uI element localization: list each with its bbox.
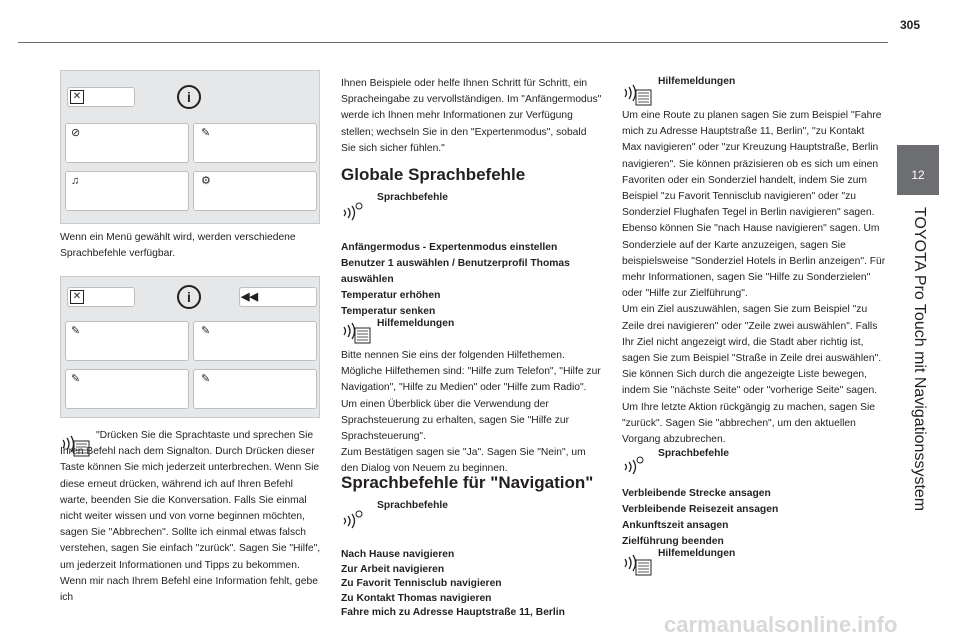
cell-c xyxy=(65,171,189,211)
command-4: Temperatur senken xyxy=(341,306,436,317)
edit-icon: ✎ xyxy=(201,325,211,337)
label-help: Hilfemeldungen xyxy=(658,76,736,87)
commands-row xyxy=(341,192,603,226)
label-commands: Sprachbefehle xyxy=(658,448,729,460)
mid-intro xyxy=(341,76,603,157)
nav-command-4: Zu Kontakt Thomas navigieren xyxy=(341,592,492,604)
cell-g xyxy=(65,369,189,409)
nav-command-2: Zur Arbeit navigieren xyxy=(341,563,445,575)
rewind-icon: ◀◀ xyxy=(241,291,258,303)
intro-text: Ihnen Beispiele oder helfe Ihnen Schritt für Schritt, ein Spracheingabe zu vervollständigen. Im "Anfängermodus" werde ich Ihnen mehr Informationen zur Verfügung stellen; wechseln Sie in den "Expertenmodus", sobald Sie sich sicher fühlen." xyxy=(341,78,602,154)
global-section xyxy=(341,164,603,478)
edit-icon: ✎ xyxy=(201,127,211,139)
help-row xyxy=(622,548,886,576)
screen-panel-2 xyxy=(60,276,320,418)
global-help-text: Bitte nennen Sie eins der folgenden Hilfethemen. Mögliche Hilfethemen sind: "Hilfe zum Telefon", "Hilfe zur Navigation", "Hilfe zu Medien" oder "Hilfe zum Radio". Um einen Überblick über die Verwendung der Sprachsteuerung zu erhalten, sagen Sie "Hilfe zur Sprachsteuerung". Zum Bestätigen sagen sie "Ja". Sagen Sie "Nein", um den Dialog von Neuem zu beginnen. xyxy=(341,350,601,475)
right-column xyxy=(622,76,886,576)
section-heading: Globale Sprachbefehle xyxy=(341,165,526,184)
mute-icon: ⊘ xyxy=(71,127,81,139)
edit-icon: ✎ xyxy=(71,325,81,337)
voice-icon xyxy=(341,200,365,222)
voice-intro-text: "Drücken Sie die Sprachtaste und sprechen Sie Ihren Befehl nach dem Signalton. Durch Drücken dieser Taste können Sie mich jederzeit unterbrechen. Wenn Sie diese erneut drücken, während ich auf Ihren Befehl warte, beenden Sie die Konversation. Falls Sie einmal nicht weiter wissen und von vorne beginnen möchten, sagen Sie "Abbrechen". Sollte ich einmal etwas falsch verstehen, sagen Sie einfach "zurück". Sagen Sie "Hilfe", um jederzeit Informationen und Tipps zu bekommen. Wenn mir nach Ihrem Befehl eine Information fehlt, gebe ich xyxy=(60,430,321,604)
nav-help-text: Um eine Route zu planen sagen Sie zum Beispiel "Fahre mich zu Adresse Hauptstraße 11, Berlin", "zu Kontakt Max navigieren" oder "zur Kreuzung Hauptstraße, Berlin navigieren". Sie können präzisieren ob es sich um einen Favoriten oder ein Sonderziel handelt, indem Sie zum Beispiel "zu Favorit Tennisclub navigieren" oder "zu Sonderziel Flughafen Tegel in Berlin navigieren" sagen. Ebenso können Sie "nach Hause navigieren" sagen. Um Sonderziele auf der Karte anzuzeigen, sagen Sie beispielsweise "Sonderziel Hotels in Berlin anzeigen". Für mehr Informationen, sagen Sie "Hilfe zu Sonderzielen" oder "Hilfe zur Zielführung". Um ein Ziel auszuwählen, sagen Sie zum Beispiel "zu Zeile drei navigieren" oder "Zeile zwei auswählen". Falls Ihr Ziel nicht angezeigt wird, die Stadt aber richtig ist, sagen Sie zum Beispiel "Straße in Zeile drei auswählen". Sie können Sich durch die angezeigte Liste bewegen, indem Sie "nächste Seite" oder "vorherige Seite" sagen. Um Ihre letzte Aktion rückgängig zu machen, sagen Sie "zurück". Sagen Sie "abbrechen", um den aktuellen Vorgang abzubrechen. xyxy=(622,110,886,446)
route-command-2: Verbleibende Reisezeit ansagen xyxy=(622,504,779,516)
nav-section xyxy=(341,472,611,621)
voice-help-icon xyxy=(341,318,373,344)
cell-f xyxy=(193,321,317,361)
info-icon: i xyxy=(177,285,201,309)
section-heading: Sprachbefehle für "Navigation" xyxy=(341,473,594,492)
cell-d xyxy=(193,171,317,211)
route-command-1: Verbleibende Strecke ansagen xyxy=(622,488,771,500)
nav-command-5: Fahre mich zu Adresse Hauptstraße 11, Berlin xyxy=(341,607,565,618)
label-commands: Sprachbefehle xyxy=(377,192,448,203)
label-help: Hilfemeldungen xyxy=(377,318,455,329)
music-note-icon: ♫ xyxy=(71,175,80,187)
cell-a xyxy=(65,123,189,163)
route-command-3: Ankunftszeit ansagen xyxy=(622,520,729,532)
nav-command-3: Zu Favorit Tennisclub navigieren xyxy=(341,578,502,589)
voice-icon xyxy=(622,454,646,476)
edit-icon: ✎ xyxy=(201,373,211,385)
settings-icon: ⚙ xyxy=(201,175,211,187)
info-icon: i xyxy=(177,85,201,109)
edit-icon: ✎ xyxy=(71,373,81,385)
commands-row xyxy=(622,448,886,478)
nav-commands xyxy=(341,548,611,621)
cancel-x-icon: ✕ xyxy=(70,90,84,104)
watermark: carmanualsonline.info xyxy=(664,612,898,637)
cancel-x-icon: ✕ xyxy=(70,290,84,304)
cell-b xyxy=(193,123,317,163)
voice-help-icon xyxy=(622,80,654,106)
screen-panel-1 xyxy=(60,70,320,224)
label-help: Hilfemeldungen xyxy=(658,548,736,560)
command-3: Temperatur erhöhen xyxy=(341,290,441,301)
chapter-tab: 12 xyxy=(897,145,939,195)
help-row xyxy=(341,318,603,346)
cell-e xyxy=(65,321,189,361)
side-title: TOYOTA Pro Touch mit Navigationssystem xyxy=(911,207,928,512)
page-number: 305 xyxy=(899,18,920,32)
menu-caption: Wenn ein Menü gewählt wird, werden verschiedene Sprachbefehle verfügbar. xyxy=(60,232,296,260)
voice-icon xyxy=(341,508,365,530)
help-row xyxy=(622,76,886,106)
commands-row xyxy=(341,500,611,534)
global-commands xyxy=(341,240,603,320)
command-2: Benutzer 1 auswählen / Benutzerprofil Thomas auswählen xyxy=(341,258,570,285)
label-commands: Sprachbefehle xyxy=(377,500,448,511)
voice-help-icon xyxy=(622,550,654,576)
route-commands xyxy=(622,486,886,550)
route-command-4: Zielführung beenden xyxy=(622,536,724,548)
cell-h xyxy=(193,369,317,409)
nav-command-1: Nach Hause navigieren xyxy=(341,549,455,560)
command-1: Anfängermodus - Expertenmodus einstellen xyxy=(341,242,558,253)
header-rule xyxy=(18,42,888,43)
